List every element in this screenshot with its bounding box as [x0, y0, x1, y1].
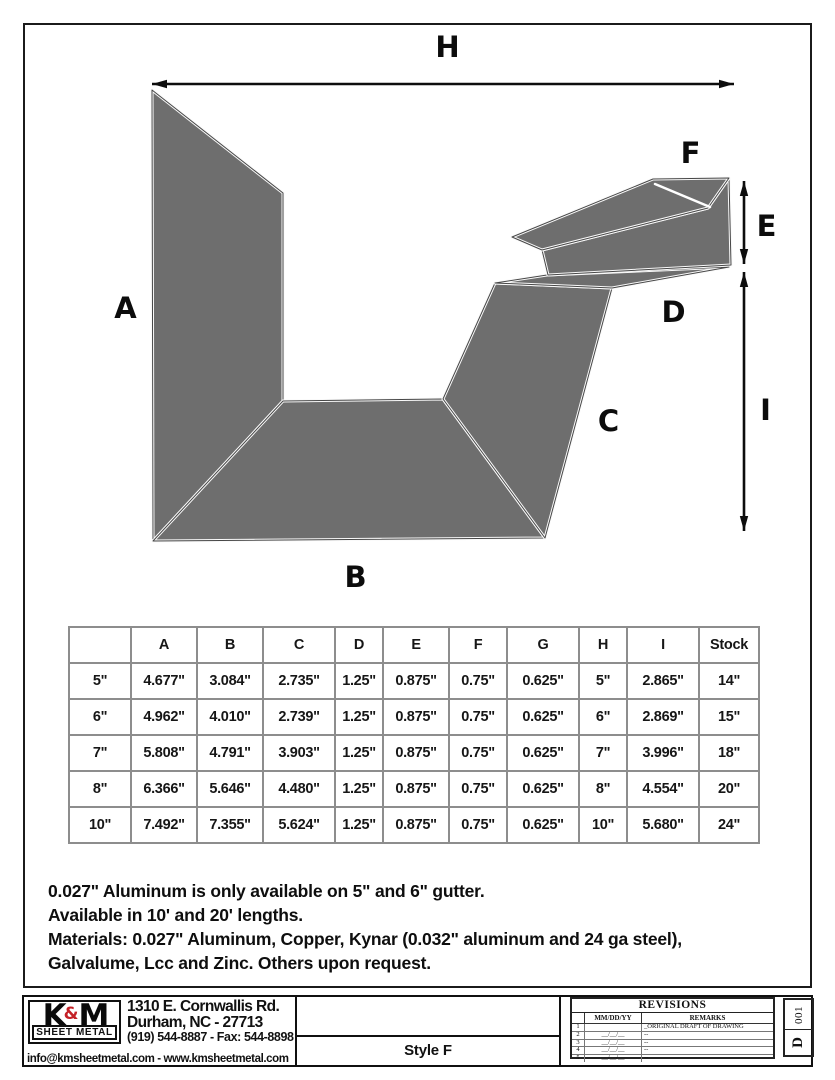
revisions-remarks-header: REMARKS — [689, 1014, 726, 1022]
dimension-value-cell: 1.25" — [335, 771, 383, 807]
revision-row — [572, 1055, 773, 1062]
table-row — [69, 807, 759, 843]
table-col-header: G — [507, 627, 579, 663]
table-row — [69, 663, 759, 699]
dimension-value-cell: 7" — [579, 735, 627, 771]
revision-cell: __/__/__ — [585, 1032, 642, 1039]
dimension-value-cell: 5.624" — [263, 807, 335, 843]
table-col-header: Stock — [699, 627, 759, 663]
title-block — [22, 995, 813, 1067]
logo-ampersand: & — [63, 1004, 79, 1024]
revision-cell: __/__/__ — [585, 1055, 642, 1062]
address-city: Durham, NC - 27713 — [127, 1013, 263, 1031]
dimension-table — [68, 626, 760, 844]
table-col-header: A — [131, 627, 197, 663]
dimension-value-cell: 3.903" — [263, 735, 335, 771]
dimension-value-cell: 7.355" — [197, 807, 263, 843]
dim-label-A: A — [114, 291, 136, 325]
dimension-value-cell: 6.366" — [131, 771, 197, 807]
dimension-value-cell: 0.75" — [449, 663, 507, 699]
revision-cell: _ORIGINAL DRAFT OF DRAWING — [644, 1024, 744, 1030]
dimension-value-cell: 10" — [579, 807, 627, 843]
revision-cell — [585, 1024, 642, 1031]
revision-cell: 3 — [572, 1040, 585, 1047]
revision-row — [572, 1040, 773, 1048]
revision-cell: __/__/__ — [585, 1047, 642, 1054]
dimension-value-cell: 4.554" — [627, 771, 699, 807]
dimension-value-cell: 3.996" — [627, 735, 699, 771]
dimension-value-cell: 2.869" — [627, 699, 699, 735]
address-street: 1310 E. Cornwallis Rd. — [127, 998, 280, 1015]
dimension-value-cell: 2.735" — [263, 663, 335, 699]
dimension-value-cell: 1.25" — [335, 807, 383, 843]
revision-cell: 5 — [572, 1055, 585, 1062]
revisions-table — [570, 997, 775, 1062]
revisions-header-row — [572, 1013, 773, 1024]
revision-row — [572, 1032, 773, 1040]
km-logo — [28, 1000, 121, 1044]
table-col-header: B — [197, 627, 263, 663]
dimension-value-cell: 5" — [579, 663, 627, 699]
revision-cell: 1 — [572, 1024, 585, 1031]
dimension-table-body — [69, 663, 759, 843]
dimension-value-cell: 6" — [579, 699, 627, 735]
row-size-label: 8" — [69, 771, 131, 807]
revision-cell: -- — [644, 1039, 649, 1046]
dimension-value-cell: 8" — [579, 771, 627, 807]
dimension-value-cell: 5.646" — [197, 771, 263, 807]
revision-row — [572, 1047, 773, 1055]
dimension-value-cell: 18" — [699, 735, 759, 771]
address-phone: (919) 544-8887 - Fax: 544-8898 — [127, 1030, 294, 1044]
dimension-value-cell: 4.010" — [197, 699, 263, 735]
dimension-value-cell: 1.25" — [335, 663, 383, 699]
revision-row — [572, 1024, 773, 1032]
revisions-num-header — [572, 1013, 585, 1023]
note-line: Galvalume, Lcc and Zinc. Others upon request. — [48, 953, 431, 973]
arrowhead — [740, 516, 748, 531]
table-col-header: I — [627, 627, 699, 663]
dimension-value-cell: 4.791" — [197, 735, 263, 771]
revision-cell: -- — [644, 1047, 649, 1054]
revision-cell: 4 — [572, 1047, 585, 1054]
table-col-header: C — [263, 627, 335, 663]
row-size-label: 7" — [69, 735, 131, 771]
note-line: 0.027" Aluminum is only available on 5" and 6" gutter. — [48, 881, 485, 901]
dim-label-B: B — [344, 560, 366, 594]
table-col-header: D — [335, 627, 383, 663]
revisions-rows — [572, 1024, 773, 1062]
dimension-value-cell: 2.739" — [263, 699, 335, 735]
table-col-header: H — [579, 627, 627, 663]
dimension-value-cell: 5.680" — [627, 807, 699, 843]
revision-cell: 2 — [572, 1032, 585, 1039]
dimension-value-cell: 1.25" — [335, 699, 383, 735]
dimension-value-cell: 24" — [699, 807, 759, 843]
company-address — [127, 999, 317, 1044]
titleblock-divider — [559, 997, 561, 1065]
table-row — [69, 699, 759, 735]
dimension-value-cell: 7.492" — [131, 807, 197, 843]
dimension-value-cell: 4.962" — [131, 699, 197, 735]
sheet-number: 001 — [792, 1005, 805, 1024]
dim-label-I: I — [760, 393, 770, 427]
dimension-value-cell: 0.75" — [449, 699, 507, 735]
dimension-value-cell: 0.875" — [383, 663, 449, 699]
material-notes — [48, 879, 682, 975]
dimension-value-cell: 0.875" — [383, 771, 449, 807]
arrowhead — [719, 80, 734, 88]
dimension-value-cell: 1.25" — [335, 735, 383, 771]
dimension-value-cell: 0.875" — [383, 699, 449, 735]
row-size-label: 5" — [69, 663, 131, 699]
dim-label-H: H — [435, 30, 459, 64]
dimension-table-header — [69, 627, 759, 663]
logo-k: K — [42, 998, 64, 1034]
sheet-number-cell — [785, 1000, 812, 1030]
dimension-value-cell: 14" — [699, 663, 759, 699]
dimension-value-cell: 20" — [699, 771, 759, 807]
arrowhead — [152, 80, 167, 88]
arrowhead — [740, 272, 748, 287]
dim-label-C: C — [597, 404, 619, 438]
dimension-value-cell: 4.677" — [131, 663, 197, 699]
row-size-label: 10" — [69, 807, 131, 843]
dimension-value-cell: 0.75" — [449, 735, 507, 771]
table-row — [69, 771, 759, 807]
row-size-label: 6" — [69, 699, 131, 735]
logo-m: M — [78, 998, 107, 1034]
dimension-value-cell: 0.75" — [449, 807, 507, 843]
dimension-value-cell: 0.875" — [383, 807, 449, 843]
dimension-value-cell: 0.625" — [507, 807, 579, 843]
dimension-value-cell: 5.808" — [131, 735, 197, 771]
sheet-size-cell — [785, 1030, 812, 1055]
table-col-header: F — [449, 627, 507, 663]
dimension-value-cell: 2.865" — [627, 663, 699, 699]
dimension-value-cell: 0.625" — [507, 699, 579, 735]
note-line: Available in 10' and 20' lengths. — [48, 905, 303, 925]
drawing-title: Style F — [404, 1041, 452, 1059]
dim-label-F: F — [680, 136, 700, 170]
logo-subtitle: SHEET METAL — [32, 1025, 117, 1040]
table-row — [69, 735, 759, 771]
dimension-value-cell: 15" — [699, 699, 759, 735]
dim-label-D: D — [661, 295, 685, 329]
dimension-value-cell: 4.480" — [263, 771, 335, 807]
arrowhead — [740, 249, 748, 264]
arrowhead — [740, 181, 748, 196]
dimension-value-cell: 3.084" — [197, 663, 263, 699]
revision-cell: -- — [644, 1055, 649, 1062]
dimension-value-cell: 0.75" — [449, 771, 507, 807]
dimension-value-cell: 0.875" — [383, 735, 449, 771]
sheet-id-box — [783, 998, 814, 1057]
company-web-email: info@kmsheetmetal.com - www.kmsheetmetal.com — [27, 1053, 289, 1065]
revisions-date-header: MM/DD/YY — [585, 1013, 642, 1023]
table-col-header: E — [383, 627, 449, 663]
sheet-size: D — [790, 1037, 806, 1048]
note-line: Materials: 0.027" Aluminum, Copper, Kynar (0.032" aluminum and 24 ga steel), — [48, 929, 682, 949]
revision-cell: -- — [644, 1031, 649, 1038]
revision-cell: __/__/__ — [585, 1040, 642, 1047]
dimension-value-cell: 0.625" — [507, 663, 579, 699]
dim-label-E: E — [756, 209, 776, 243]
revisions-title: REVISIONS — [572, 999, 773, 1013]
dimension-value-cell: 0.625" — [507, 735, 579, 771]
table-col-header — [69, 627, 131, 663]
dimension-value-cell: 0.625" — [507, 771, 579, 807]
